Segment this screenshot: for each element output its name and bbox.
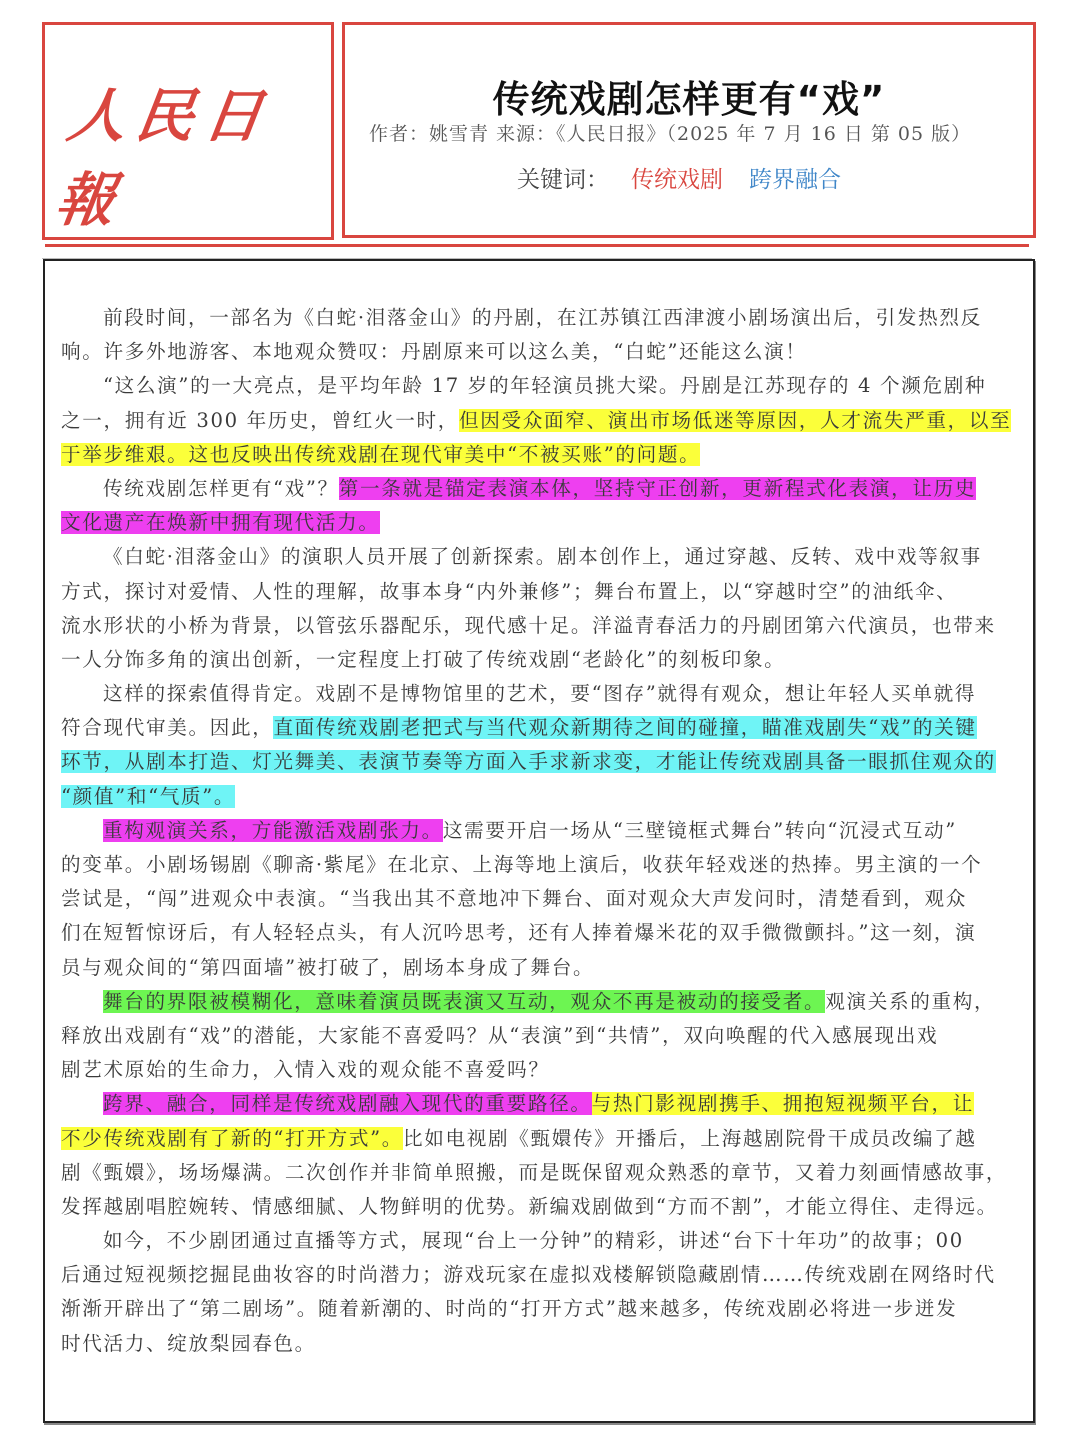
article-line (61, 1019, 1021, 1053)
body-text: 员与观众间的“第四面墙”被打破了，剧场本身成了舞台。 (61, 955, 595, 979)
article-line (61, 301, 1021, 335)
body-text: 流水形状的小桥为背景，以管弦乐器配乐，现代感十足。洋溢青春活力的丹剧团第六代演员，也带来 (61, 613, 996, 637)
body-text: 们在短暂惊讶后，有人轻轻点头，有人沉吟思考，还有人捧着爆米花的双手微微颤抖。”这一刻，演 (61, 921, 977, 945)
body-text: “这么演”的一大亮点，是平均年龄 17 岁的年轻演员挑大梁。丹剧是江苏现存的 4 个濒危剧种 (103, 374, 987, 398)
article-line (61, 1053, 1021, 1087)
keywords-row (517, 161, 841, 194)
body-text: 《白蛇·泪落金山》的演职人员开展了创新探索。剧本创作上，通过穿越、反转、戏中戏等叙事 (103, 545, 982, 569)
keyword-tag: 跨界融合 (749, 167, 841, 193)
body-text: 比如电视剧《甄嬛传》开播后，上海越剧院骨干成员改编了越 (403, 1126, 977, 1150)
article-line (61, 1190, 1021, 1224)
newspaper-logo: 人民日報 (51, 82, 277, 234)
body-text: 时代活力、绽放梨园春色。 (61, 1331, 316, 1355)
highlighted-text: 重构观演关系，方能激活戏剧张力。 (103, 818, 443, 842)
article-line (61, 575, 1021, 609)
body-text: 这样的探索值得肯定。戏剧不是博物馆里的艺术，要“图存”就得有观众，想让年轻人买单就得 (103, 682, 977, 706)
body-text: 符合现代审美。因此， (61, 716, 274, 740)
body-text: 传统戏剧怎样更有“戏”？ (103, 476, 339, 500)
article-line (61, 609, 1021, 643)
article-line (61, 540, 1021, 574)
article-line (61, 677, 1021, 711)
highlighted-text: “颜值”和“气质”。 (61, 784, 236, 808)
highlighted-text: 与热门影视剧携手、拥抱短视频平台，让 (591, 1092, 974, 1116)
article-line (61, 1087, 1021, 1121)
body-text: 前段时间，一部名为《白蛇·泪落金山》的丹剧，在江苏镇江西津渡小剧场演出后，引发热烈反 (103, 306, 982, 329)
article-line (61, 472, 1021, 506)
article-line (61, 438, 1021, 472)
body-text: 后通过短视频挖掘昆曲妆容的时尚潜力；游戏玩家在虚拟戏楼解锁隐藏剧情……传统戏剧在网络时代 (61, 1263, 996, 1287)
article-title: 传统戏剧怎样更有“戏” (492, 78, 886, 121)
article-line (61, 1258, 1021, 1292)
article-line (61, 404, 1021, 438)
body-text: 观演关系的重构， (825, 989, 996, 1013)
body-text: 渐渐开辟出了“第二剧场”。随着新潮的、时尚的“打开方式”越来越多，传统戏剧必将进一步迸发 (61, 1297, 958, 1321)
highlighted-text: 直面传统戏剧老把式与当代观众新期待之间的碰撞，瞄准戏剧失“戏”的关键 (273, 716, 977, 740)
article-line (61, 1122, 1021, 1156)
article-line (61, 951, 1021, 985)
article-line (61, 335, 1021, 369)
article-line (61, 1156, 1021, 1190)
highlighted-text: 舞台的界限被模糊化，意味着演员既表演又互动，观众不再是被动的接受者。 (103, 989, 826, 1013)
article-line (61, 1224, 1021, 1258)
keywords-label: 关键词： (517, 167, 609, 193)
article-line (61, 814, 1021, 848)
highlighted-text: 于举步维艰。这也反映出传统戏剧在现代审美中“不被买账”的问题。 (61, 442, 701, 466)
article-byline: 作者：姚雪青 来源：《人民日报》（2025 年 7 月 16 日 第 05 版） (369, 123, 972, 145)
body-text: 响。许多外地游客、本地观众赞叹：丹剧原来可以这么美，“白蛇”还能这么演！ (61, 340, 807, 364)
article-body (61, 301, 1021, 1361)
body-text: 释放出戏剧有“戏”的潜能，大家能不喜爱吗？从“表演”到“共情”，双向唤醒的代入感展现出戏 (61, 1023, 939, 1047)
body-text: 一人分饰多角的演出创新，一定程度上打破了传统戏剧“老龄化”的刻板印象。 (61, 647, 786, 671)
body-text: 这需要开启一场从“三壁镜框式舞台”转向“沉浸式互动” (442, 818, 957, 842)
article-line (61, 1292, 1021, 1326)
header-divider (45, 244, 1029, 247)
article-body-frame (43, 259, 1035, 1423)
body-text: 剧《甄嬛》，场场爆满。二次创作并非简单照搬，而是既保留观众熟悉的章节，又着力刻画情感故事， (61, 1160, 1008, 1184)
article-line (61, 882, 1021, 916)
highlighted-text: 文化遗产在焕新中拥有现代活力。 (61, 511, 380, 535)
article-line (61, 916, 1021, 950)
article-line (61, 506, 1021, 540)
body-text: 剧艺术原始的生命力，入情入戏的观众能不喜爱吗？ (61, 1058, 550, 1082)
body-text: 尝试是，“闯”进观众中表演。“当我出其不意地冲下舞台、面对观众大声发问时，清楚看到，观众 (61, 887, 967, 911)
body-text: 发挥越剧唱腔婉转、情感细腻、人物鲜明的优势。新编戏剧做到“方而不割”，才能立得住、走得远。 (61, 1194, 998, 1218)
highlighted-text: 不少传统戏剧有了新的“打开方式”。 (61, 1126, 403, 1150)
article-line (61, 780, 1021, 814)
body-text: 的变革。小剧场锡剧《聊斋·紫尾》在北京、上海等地上演后，收获年轻戏迷的热捧。男主演的一个 (61, 853, 983, 876)
highlighted-text: 第一条就是锚定表演本体，坚持守正创新，更新程式化表演，让历史 (338, 476, 977, 500)
highlighted-text: 但因受众面窄、演出市场低迷等原因，人才流失严重，以至 (459, 408, 1012, 432)
body-text: 如今，不少剧团通过直播等方式，展现“台上一分钟”的精彩，讲述“台下十年功”的故事；00 (103, 1229, 964, 1253)
body-text: 方式，探讨对爱情、人性的理解，故事本身“内外兼修”；舞台布置上，以“穿越时空”的油纸伞、 (61, 579, 958, 603)
highlighted-text: 跨界、融合，同样是传统戏剧融入现代的重要路径。 (103, 1092, 592, 1116)
article-line (61, 745, 1021, 779)
article-line (61, 985, 1021, 1019)
highlighted-text: 环节，从剧本打造、灯光舞美、表演节奏等方面入手求新求变，才能让传统戏剧具备一眼抓住观众的 (61, 750, 996, 774)
article-line (61, 1327, 1021, 1361)
article-line (61, 848, 1021, 882)
article-header (342, 22, 1036, 238)
body-text: 之一，拥有近 300 年历史，曾红火一时， (61, 408, 460, 432)
article-line (61, 643, 1021, 677)
keyword-tag: 传统戏剧 (631, 167, 723, 193)
masthead-logo-box (42, 22, 334, 240)
article-line (61, 711, 1021, 745)
article-line (61, 369, 1021, 403)
